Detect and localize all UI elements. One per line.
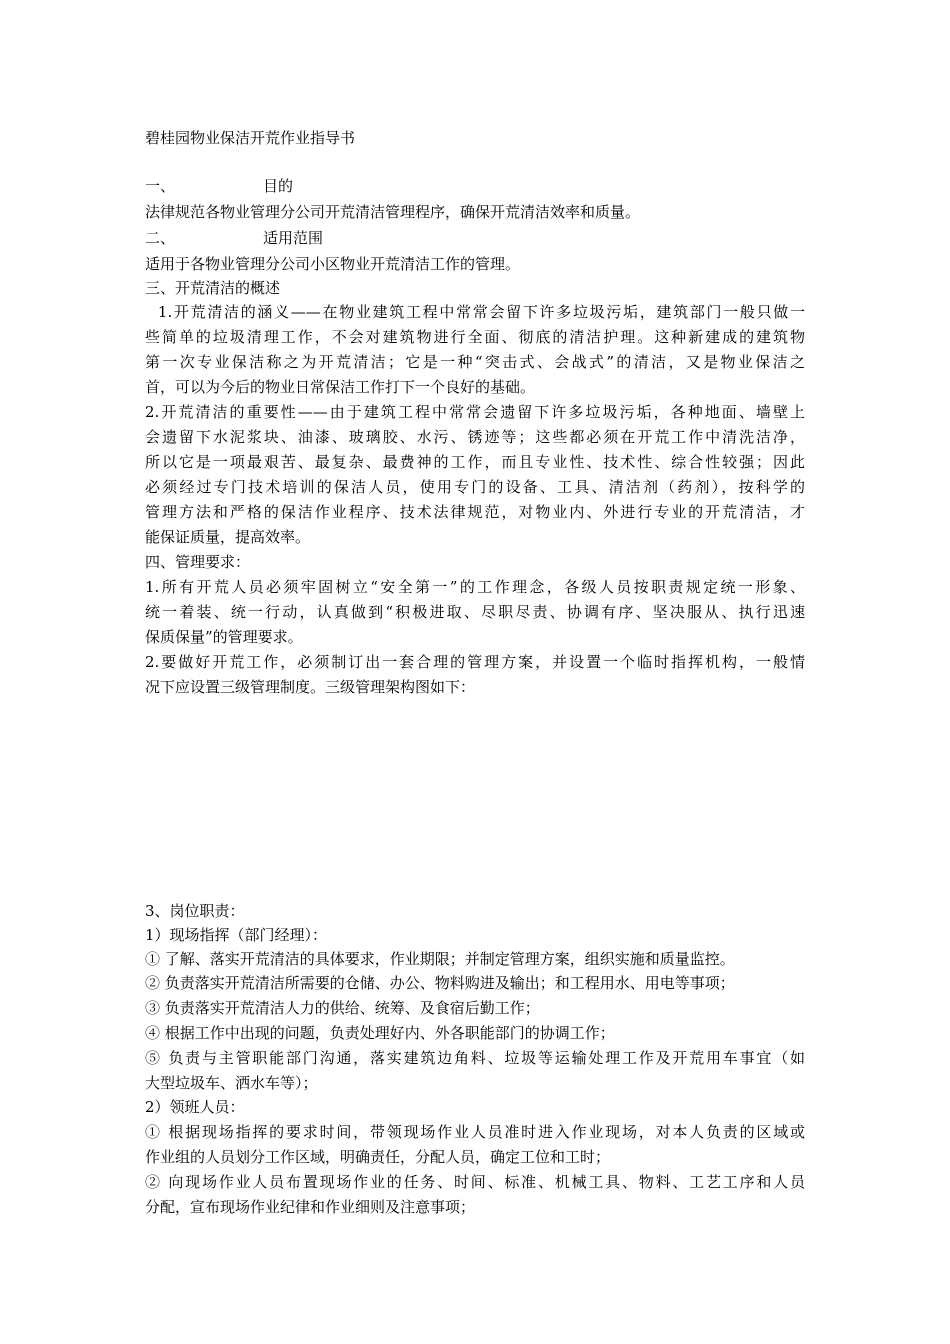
- role-title: 1）现场指挥（部门经理）：: [145, 926, 328, 944]
- section-title: 目的: [263, 177, 294, 195]
- list-item: 分配，宣布现场作业纪律和作业细则及注意事项；: [145, 1198, 476, 1216]
- section-heading-overview: 三、开荒清洁的概述: [145, 279, 281, 297]
- section-title: 适用范围: [263, 229, 324, 247]
- list-item: ① 了解、落实开荒清洁的具体要求，作业期限；并制定管理方案，组织实施和质量监控。: [145, 950, 735, 968]
- paragraph-line: 2.要做好开荒工作，必须制订出一套合理的管理方案，并设置一个临时指挥机构，一般情: [145, 653, 805, 671]
- role-title: 2）领班人员：: [145, 1098, 245, 1116]
- list-item: ② 向现场作业人员布置现场作业的任务、时间、标准、机械工具、物料、工艺工序和人员: [145, 1173, 805, 1191]
- paragraph-line: 2.开荒清洁的重要性——由于建筑工程中常常会遗留下许多垃圾污垢，各种地面、墙壁上: [145, 403, 805, 421]
- paragraph: 适用于各物业管理分公司小区物业开荒清洁工作的管理。: [145, 255, 521, 273]
- paragraph-line: 必须经过专门技术培训的保洁人员，使用专门的设备、工具、清洁剂（药剂），按科学的: [145, 478, 805, 496]
- section-number: 二、: [145, 229, 176, 247]
- paragraph-line: 第一次专业保洁称之为开荒清洁；它是一种“突击式、会战式”的清洁，又是物业保洁之: [145, 353, 805, 371]
- paragraph: 法律规范各物业管理分公司开荒清洁管理程序，确保开荒清洁效率和质量。: [145, 203, 641, 221]
- paragraph-line: 所以它是一项最艰苦、最复杂、最费神的工作，而且专业性、技术性、综合性较强；因此: [145, 453, 805, 471]
- paragraph-line: 况下应设置三级管理制度。三级管理架构图如下：: [145, 678, 476, 696]
- paragraph-line: 统一着装、统一行动，认真做到“积极进取、尽职尽责、协调有序、坚决服从、执行迅速: [145, 603, 805, 621]
- paragraph-line: 能保证质量，提高效率。: [145, 528, 311, 546]
- list-item: ① 根据现场指挥的要求时间，带领现场作业人员准时进入作业现场，对本人负责的区域或: [145, 1123, 805, 1141]
- section-heading-purpose: [145, 173, 293, 199]
- section-heading-scope: [145, 225, 323, 251]
- list-item: ④ 根据工作中出现的问题，负责处理好内、外各职能部门的协调工作；: [145, 1024, 615, 1042]
- list-item: 大型垃圾车、洒水车等）；: [145, 1074, 318, 1092]
- paragraph-line: 1.开荒清洁的涵义——在物业建筑工程中常常会留下许多垃圾污垢，建筑部门一般只做一: [145, 303, 805, 321]
- section-heading-duties: 3、岗位职责：: [145, 902, 245, 920]
- paragraph-line: 些简单的垃圾清理工作，不会对建筑物进行全面、彻底的清洁护理。这种新建成的建筑物: [145, 328, 805, 346]
- paragraph-line: 管理方法和严格的保洁作业程序、技术法律规范，对物业内、外进行专业的开荒清洁，才: [145, 503, 805, 521]
- paragraph-line: 保质保量”的管理要求。: [145, 628, 303, 646]
- document-title: 碧桂园物业保洁开荒作业指导书: [145, 129, 356, 147]
- list-item: 作业组的人员划分工作区域，明确责任，分配人员，确定工位和工时；: [145, 1148, 611, 1166]
- paragraph-line: 会遗留下水泥浆块、油漆、玻璃胶、水污、锈迹等；这些都必须在开荒工作中清洗洁净，: [145, 428, 805, 446]
- list-item: ⑤ 负责与主管职能部门沟通，落实建筑边角料、垃圾等运输处理工作及开荒用车事宜（如: [145, 1049, 805, 1067]
- list-item: ② 负责落实开荒清洁所需要的仓储、办公、物料购进及输出；和工程用水、用电等事项；: [145, 974, 735, 992]
- paragraph-line: 1.所有开荒人员必须牢固树立“安全第一”的工作理念，各级人员按职责规定统一形象、: [145, 578, 805, 596]
- section-heading-management: 四、管理要求：: [145, 553, 251, 571]
- paragraph-line: 首，可以为今后的物业日常保洁工作打下一个良好的基础。: [145, 378, 536, 396]
- section-number: 一、: [145, 177, 176, 195]
- list-item: ③ 负责落实开荒清洁人力的供给、统筹、及食宿后勤工作；: [145, 999, 540, 1017]
